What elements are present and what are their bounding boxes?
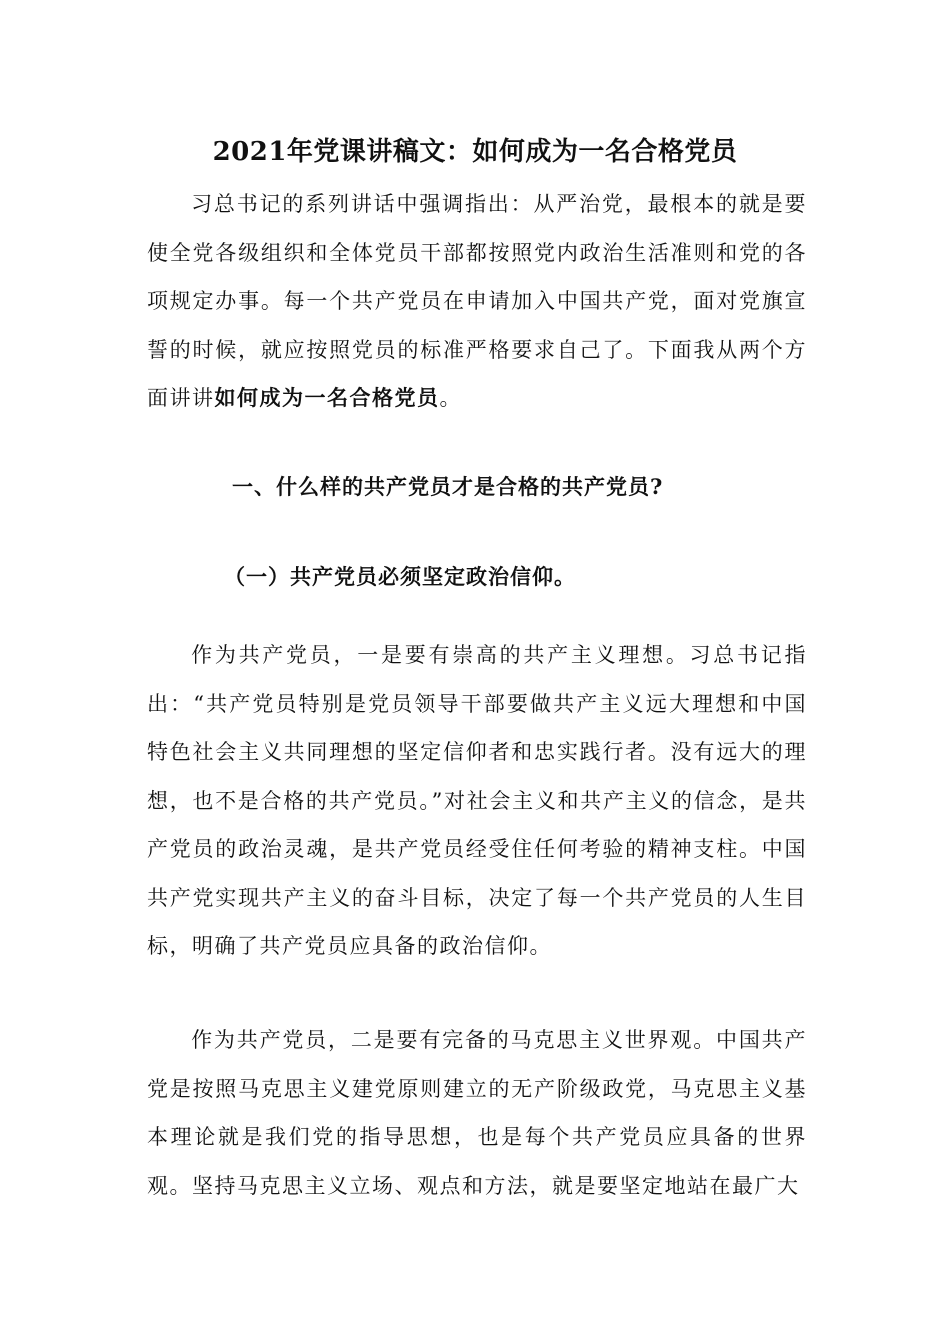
body-paragraph-worldview: 作为共产党员，二是要有完备的马克思主义世界观。中国共产党是按照马克思主义建党原则建立的无产阶级政党，马克思主义基本理论就是我们党的指导思想，也是每个共产党员应具备的世界观。坚持马克思主义立场、观点和方法，就是要坚定地站在最广大 (147, 1028, 807, 1198)
body-paragraph-ideal: 作为共产党员，一是要有崇高的共产主义理想。习总书记指出：“共产党员特别是党员领导干部要做共产主义远大理想和中国特色社会主义共同理想的坚定信仰者和忠实践行者。没有远大的理想，也不是合格的共产党员。”对社会主义和共产主义的信念，是共产党员的政治灵魂，是共产党员经受住任何考验的精神支柱。中国共产党实现共产主义的奋斗目标，决定了每一个共产党员的人生目标，明确了共产党员应具备的政治信仰。 (147, 643, 807, 958)
section-heading-1: 一、什么样的共产党员才是合格的共产党员? (232, 474, 664, 499)
intro-end-punct: 。 (439, 386, 462, 410)
intro-text: 习总书记的系列讲话中强调指出：从严治党，最根本的就是要使全党各级组织和全体党员干部都按照党内政治生活准则和党的各项规定办事。每一个共产党员在申请加入中国共产党，面对党旗宣誓的时候，就应按照党员的标准严格要求自己了。下面我从两个方面讲讲 (147, 192, 807, 410)
document-title: 2021年党课讲稿文：如何成为一名合格党员 (212, 137, 738, 167)
subsection-heading-1: （一）共产党员必须坚定政治信仰。 (224, 564, 576, 589)
intro-bold-phrase: 如何成为一名合格党员 (214, 385, 440, 410)
intro-paragraph (147, 180, 807, 423)
